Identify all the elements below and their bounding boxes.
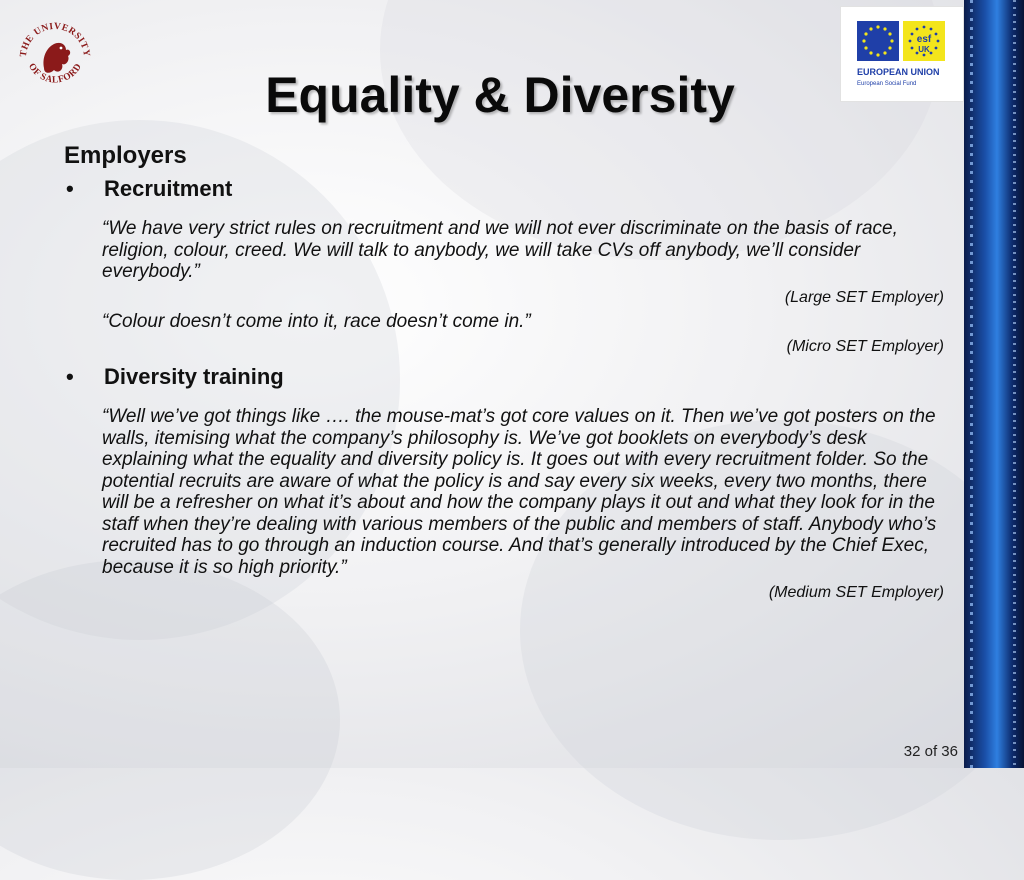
background-shape xyxy=(0,560,340,880)
bullet-icon: • xyxy=(66,364,74,389)
quote-attribution: (Micro SET Employer) xyxy=(786,338,944,355)
bullet-label: Recruitment xyxy=(104,176,233,201)
quote: “Well we’ve got things like …. the mouse-mat’s got core values on it. Then we’ve got posters on the walls, itemising what the company’s philosophy is. We’ve got booklets on everybody’s desk explaining what the equality and diversity policy is. It goes out with every recruitment folder. So the potential recruits are aware of what the policy is and say every six weeks, every two months, there will be a refresher on what it’s about and how the company plays it out and what they look for in the staff when they’re dealing with various members of the public and members of staff. Anybody who’s recruited has to go through an induction course. And that’s generally introduced by the Chief Exec, because it is so high priority.” xyxy=(102,406,937,578)
slide-content xyxy=(64,142,944,606)
quote-attribution: (Large SET Employer) xyxy=(784,288,944,306)
bullet-recruitment xyxy=(64,176,944,202)
quote-attribution: (Medium SET Employer) xyxy=(768,584,944,601)
bullet-diversity-training xyxy=(64,364,944,390)
bullet-icon: • xyxy=(66,176,74,201)
svg-text:THE UNIVERSITY: THE UNIVERSITY xyxy=(18,21,92,58)
section-heading: Employers xyxy=(64,142,187,169)
svg-text:UK: UK xyxy=(918,45,930,54)
page-number: 32 of 36 xyxy=(903,743,958,760)
slide-title: Equality & Diversity xyxy=(265,67,735,123)
quote: “Colour doesn’t come into it, race doesn’t come in.” xyxy=(102,310,531,332)
svg-text:esf: esf xyxy=(916,34,932,45)
bullet-label: Diversity training xyxy=(104,364,284,389)
svg-text:EUROPEAN UNION: EUROPEAN UNION xyxy=(857,67,940,77)
svg-text:European Social Fund: European Social Fund xyxy=(857,81,917,87)
svg-text:OF SALFORD: OF SALFORD xyxy=(25,61,85,86)
quote: “We have very strict rules on recruitment and we will not ever discriminate on the basis of race, religion, colour, creed. We will talk to anybody, we will take CVs off anybody, we’ll consider everybody.” xyxy=(102,218,898,282)
